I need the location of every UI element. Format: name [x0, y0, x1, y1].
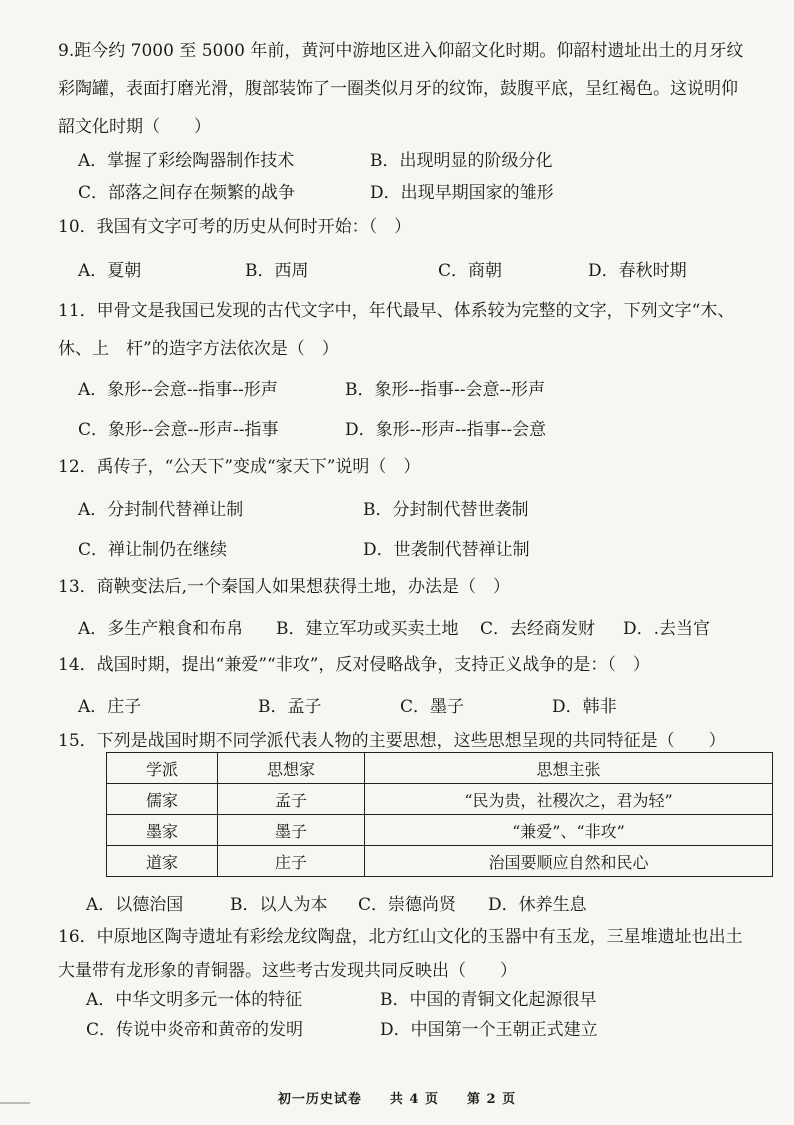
- option-c[interactable]: C．象形--会意--形声--指事: [78, 420, 279, 440]
- option-a[interactable]: A．以德治国: [86, 895, 184, 915]
- option-b[interactable]: B．中国的青铜文化起源很早: [380, 990, 597, 1010]
- option-b[interactable]: B．出现明显的阶级分化: [370, 151, 553, 171]
- table-cell: “兼爱”、“非攻”: [365, 815, 773, 846]
- option-d[interactable]: D．象形--形声--指事--会意: [345, 420, 547, 440]
- option-b[interactable]: B．分封制代替世袭制: [363, 500, 529, 520]
- option-a[interactable]: A．象形--会意--指事--形声: [78, 380, 278, 400]
- table-cell: 治国要顺应自然和民心: [365, 846, 773, 877]
- option-d[interactable]: D．出现早期国家的雏形: [370, 183, 554, 203]
- page-footer: 初一历史试卷 共 4 页 第 2 页: [277, 1092, 517, 1107]
- table-row: [107, 784, 773, 815]
- option-a[interactable]: A．多生产粮食和布帛: [78, 619, 244, 639]
- option-b[interactable]: B．象形--指事--会意--形声: [345, 380, 545, 400]
- table-cell: 庄子: [218, 846, 365, 877]
- option-b[interactable]: B．以人为本: [230, 895, 328, 915]
- question-14-stem: 14．战国时期，提出“兼爱”“非攻”，反对侵略战争，支持正义战争的是：（ ）: [58, 655, 650, 675]
- table-row: [107, 846, 773, 877]
- question-13-stem: 13．商鞅变法后,一个秦国人如果想获得土地，办法是（ ）: [58, 577, 511, 597]
- option-a[interactable]: A．庄子: [78, 697, 142, 717]
- option-d[interactable]: D．中国第一个王朝正式建立: [380, 1020, 598, 1040]
- question-13: [58, 572, 748, 603]
- option-c[interactable]: C．禅让制仍在继续: [78, 540, 228, 560]
- table-row: [107, 815, 773, 846]
- option-d[interactable]: D．韩非: [552, 697, 617, 717]
- question-12-stem: 12．禹传子，“公天下”变成“家天下”说明（ ）: [58, 457, 421, 477]
- option-c[interactable]: C．部落之间存在频繁的战争: [78, 183, 296, 203]
- option-c[interactable]: C．崇德尚贤: [358, 895, 457, 915]
- option-c[interactable]: C．商朝: [438, 261, 503, 281]
- question-10: [58, 212, 748, 243]
- option-b[interactable]: B．西周: [245, 261, 309, 281]
- question-14: [58, 650, 748, 681]
- table-header: 思想主张: [365, 753, 773, 784]
- table-header-row: [107, 753, 773, 784]
- option-b[interactable]: B．建立军功或买卖土地: [276, 619, 459, 639]
- option-d[interactable]: D．休养生息: [488, 895, 587, 915]
- option-c[interactable]: C．墨子: [400, 697, 465, 717]
- scan-artifact: [0, 1102, 30, 1104]
- option-d[interactable]: D．.去当官: [623, 619, 711, 639]
- question-11: [58, 292, 748, 368]
- table-header: 学派: [107, 753, 218, 784]
- table-cell: 墨子: [218, 815, 365, 846]
- table-header: 思想家: [218, 753, 365, 784]
- question-9: [58, 32, 748, 146]
- option-c[interactable]: C．去经商发财: [480, 619, 596, 639]
- option-a[interactable]: A．夏朝: [78, 261, 142, 281]
- table-cell: 孟子: [218, 784, 365, 815]
- question-9-stem: 9.距今约 7000 至 5000 年前，黄河中游地区进入仰韶文化时期。仰韶村遗址出土的月牙纹彩陶罐，表面打磨光滑，腹部装饰了一圈类似月牙的纹饰，鼓腹平底，呈红褐色。这说明仰韶文化时期（ ）: [58, 41, 744, 137]
- option-a[interactable]: A．分封制代替禅让制: [78, 500, 244, 520]
- table-cell: 道家: [107, 846, 218, 877]
- option-c[interactable]: C．传说中炎帝和黄帝的发明: [86, 1020, 304, 1040]
- question-15-stem: 15．下列是战国时期不同学派代表人物的主要思想，这些思想呈现的共同特征是（ ）: [58, 731, 726, 751]
- table-cell: “民为贵，社稷次之，君为轻”: [365, 784, 773, 815]
- option-a[interactable]: A．中华文明多元一体的特征: [86, 990, 303, 1010]
- question-16: [58, 920, 748, 988]
- question-16-stem: 16．中原地区陶寺遗址有彩绘龙纹陶盘，北方红山文化的玉器中有玉龙，三星堆遗址也出土大量带有龙形象的青铜器。这些考古发现共同反映出（ ）: [58, 927, 743, 981]
- table-cell: 墨家: [107, 815, 218, 846]
- table-cell: 儒家: [107, 784, 218, 815]
- question-11-stem: 11．甲骨文是我国已发现的古代文字中，年代最早、体系较为完整的文字，下列文字“木、休、上 杆”的造字方法依次是（ ）: [58, 301, 735, 359]
- option-d[interactable]: D．春秋时期: [588, 261, 687, 281]
- option-b[interactable]: B．孟子: [258, 697, 322, 717]
- question-12: [58, 452, 748, 483]
- option-d[interactable]: D．世袭制代替禅让制: [363, 540, 530, 560]
- option-a[interactable]: A．掌握了彩绘陶器制作技术: [78, 151, 295, 171]
- question-10-stem: 10．我国有文字可考的历史从何时开始：（ ）: [58, 217, 412, 237]
- schools-of-thought-table: [106, 752, 773, 877]
